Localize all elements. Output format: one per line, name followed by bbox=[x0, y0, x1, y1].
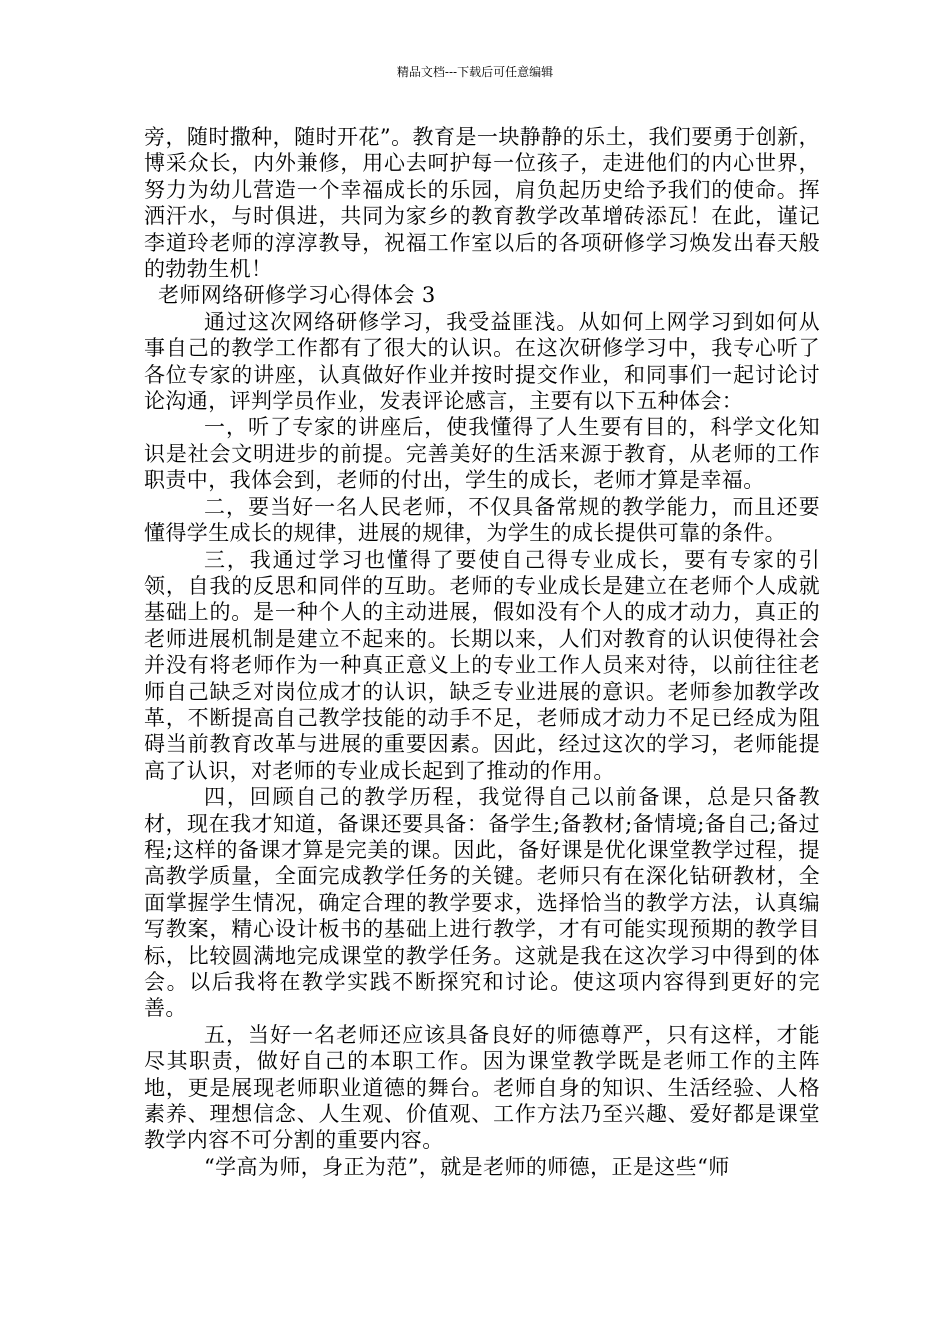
paragraph-intro: 通过这次网络研修学习，我受益匪浅。从如何上网学习到如何从事自己的教学工作都有了很大的认识。在这次研修学习中，我专心听了各位专家的讲座，认真做好作业并按时提交作业，和同事们一起讨论讨论沟通，评判学员作业，发表评论感言，主要有以下五种体会： bbox=[144, 309, 820, 414]
paragraph-point-4: 四，回顾自己的教学历程，我觉得自己以前备课，总是只备教材，现在我才知道，备课还要具备：备学生;备教材;备情境;备自己;备过程;这样的备课才算是完美的课。因此，备好课是优化课堂教学过程，提高教学质量，全面完成教学任务的关键。老师只有在深化钻研教材，全面掌握学生情况，确定合理的教学要求，选择恰当的教学方法，认真编写教案，精心设计板书的基础上进行教学，才有可能实现预期的教学目标，比较圆满地完成课堂的教学任务。这就是我在这次学习中得到的体会。以后我将在教学实践不断探究和讨论。使这项内容得到更好的完善。 bbox=[144, 785, 820, 1021]
page-header: 精品文档---下载后可任意编辑 bbox=[396, 65, 554, 79]
paragraph-point-5: 五，当好一名老师还应该具备良好的师德尊严，只有这样，才能尽其职责，做好自己的本职工作。因为课堂教学既是老师工作的主阵地，更是展现老师职业道德的舞台。老师自身的知识、生活经验、人格素养、理想信念、人生观、价值观、工作方法乃至兴趣、爱好都是课堂教学内容不可分割的重要内容。 bbox=[144, 1022, 820, 1153]
paragraph-point-1: 一，听了专家的讲座后，使我懂得了人生要有目的，科学文化知识是社会文明进步的前提。完善美好的生活来源于教育，从老师的工作职责中，我体会到，老师的付出，学生的成长，老师才算是幸福。 bbox=[144, 415, 820, 493]
document-body bbox=[144, 124, 820, 1180]
paragraph-continuation: 旁，随时撒种，随时开花”。教育是一块静静的乐土，我们要勇于创新，博采众长，内外兼修，用心去呵护每一位孩子，走进他们的内心世界，努力为幼儿营造一个幸福成长的乐园，肩负起历史给予我们的使命。挥洒汗水，与时俱进，共同为家乡的教育教学改革增砖添瓦！在此，谨记李道玲老师的淳淳教导，祝福工作室以后的各项研修学习焕发出春天般的勃勃生机！ bbox=[144, 125, 820, 282]
paragraph-point-2: 二，要当好一名人民老师，不仅具备常规的教学能力，而且还要懂得学生成长的规律，进展的规律，为学生的成长提供可靠的条件。 bbox=[144, 494, 820, 546]
paragraph-quote: “学高为师，身正为范”，就是老师的师德，正是这些“师 bbox=[204, 1154, 730, 1179]
paragraph-point-3: 三，我通过学习也懂得了要使自己得专业成长，要有专家的引领，自我的反思和同伴的互助。老师的专业成长是建立在老师个人成就基础上的。是一种个人的主动进展，假如没有个人的成才动力，真正的老师进展机制是建立不起来的。长期以来，人们对教育的认识使得社会并没有将老师作为一种真正意义上的专业工作人员来对待，以前往往老师自己缺乏对岗位成才的认识，缺乏专业进展的意识。老师参加教学改革，不断提高自己教学技能的动手不足，老师成才动力不足已经成为阻碍当前教育改革与进展的重要因素。因此，经过这次的学习，老师能提高了认识，对老师的专业成长起到了推动的作用。 bbox=[144, 547, 820, 783]
section-title: 老师网络研修学习心得体会 3 bbox=[158, 283, 436, 308]
